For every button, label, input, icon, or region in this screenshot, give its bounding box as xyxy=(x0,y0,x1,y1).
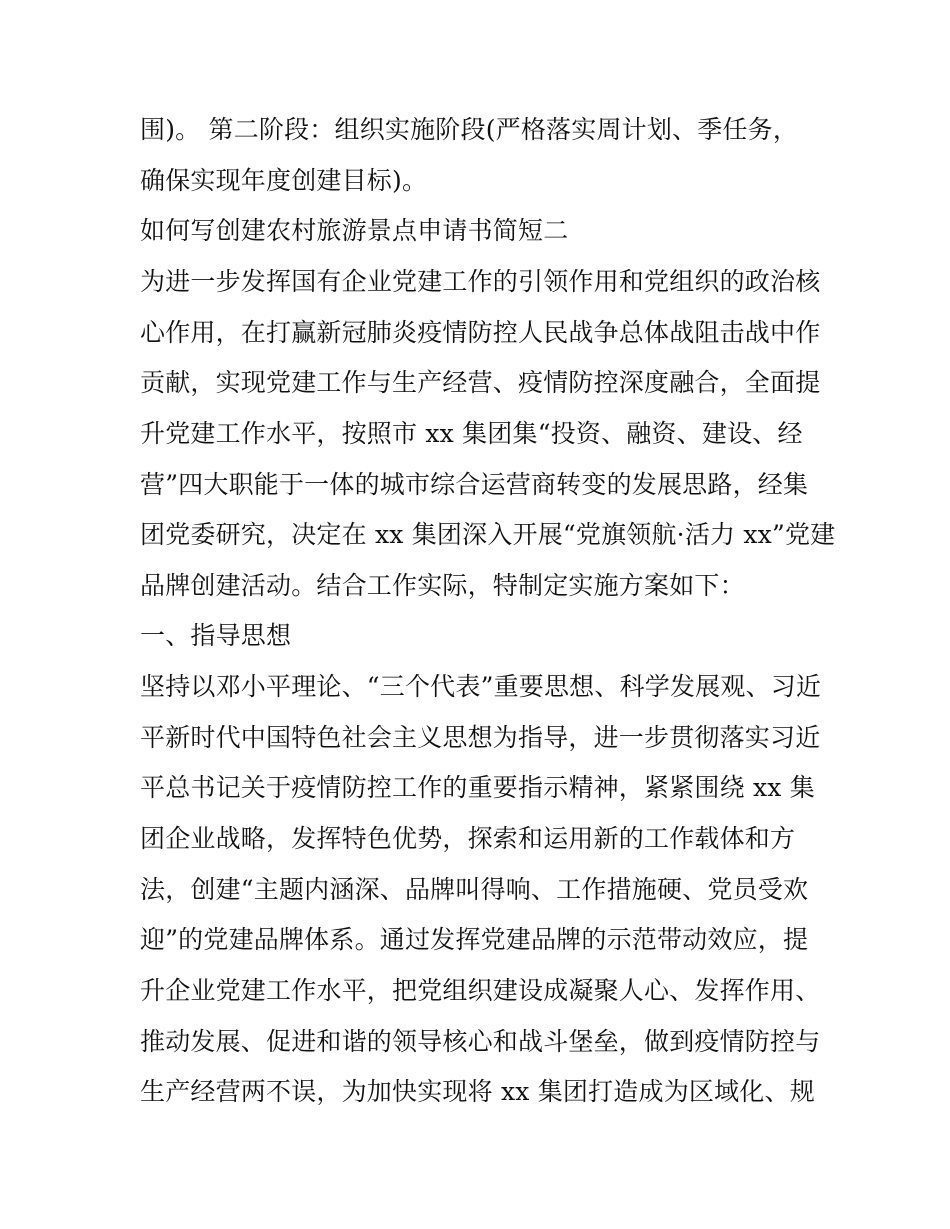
paragraph-line: 生产经营两不误，为加快实现将 xx 集团打造成为区域化、规 xyxy=(140,1077,815,1106)
paragraph-line: 围)。 第二阶段：组织实施阶段(严格落实周计划、季任务， xyxy=(140,115,799,144)
paragraph-line: 心作用，在打赢新冠肺炎疫情防控人民战争总体战阻击战中作 xyxy=(140,318,821,347)
paragraph-line: 品牌创建活动。结合工作实际，特制定实施方案如下： xyxy=(140,571,745,600)
paragraph-line: 确保实现年度创建目标)。 xyxy=(140,166,428,195)
paragraph-line: 平总书记关于疫情防控工作的重要指示精神，紧紧围绕 xx 集 xyxy=(140,773,815,802)
paragraph-line: 营”四大职能于一体的城市综合运营商转变的发展思路，经集 xyxy=(140,470,809,499)
paragraph-line: 升企业党建工作水平，把党组织建设成凝聚人心、发挥作用、 xyxy=(140,976,821,1005)
paragraph-line: 平新时代中国特色社会主义思想为指导，进一步贯彻落实习近 xyxy=(140,723,821,752)
paragraph-line: 迎”的党建品牌体系。通过发挥党建品牌的示范带动效应，提 xyxy=(140,925,809,954)
paragraph-line: 坚持以邓小平理论、“三个代表”重要思想、科学发展观、习近 xyxy=(140,672,822,701)
paragraph-line: 推动发展、促进和谐的领导核心和战斗堡垒，做到疫情防控与 xyxy=(140,1027,821,1056)
paragraph-line: 升党建工作水平，按照市 xx 集团集“投资、融资、建设、经 xyxy=(140,419,803,448)
paragraph-line: 团企业战略，发挥特色优势，探索和运用新的工作载体和方 xyxy=(140,824,796,853)
paragraph-line: 贡献，实现党建工作与生产经营、疫情防控深度融合，全面提 xyxy=(140,368,821,397)
paragraph-line: 为进一步发挥国有企业党建工作的引领作用和党组织的政治核 xyxy=(140,267,821,296)
paragraph-line: 法，创建“主题内涵深、品牌叫得响、工作措施硬、党员受欢 xyxy=(140,875,809,904)
section-heading: 如何写创建农村旅游景点申请书简短二 xyxy=(140,216,569,245)
paragraph-line: 团党委研究，决定在 xx 集团深入开展“党旗领航·活力 xx”党建 xyxy=(140,520,836,549)
section-heading: 一、指导思想 xyxy=(140,621,292,650)
